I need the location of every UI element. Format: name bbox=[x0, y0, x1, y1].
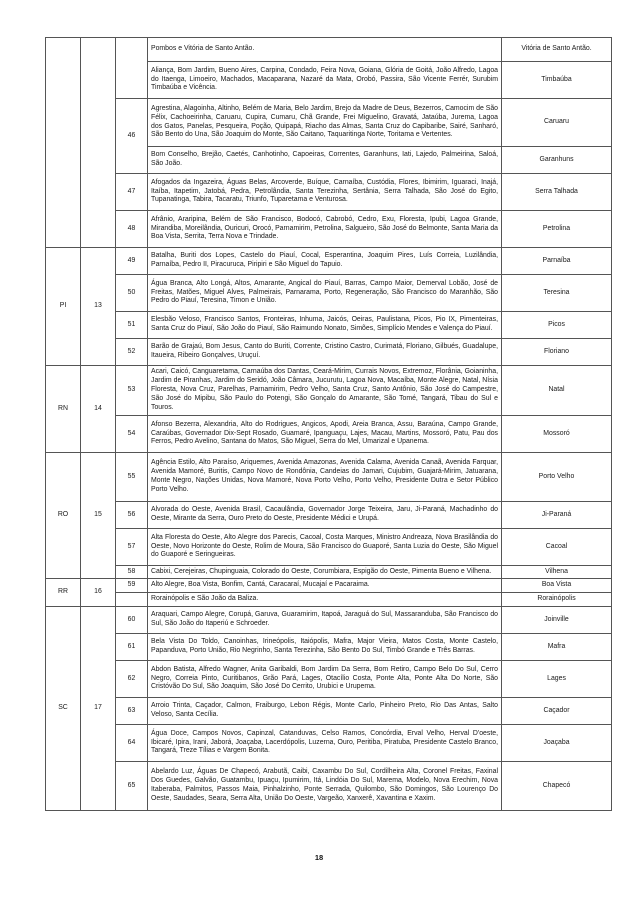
seat-city-cell: Joinville bbox=[502, 607, 612, 634]
municipalities-cell: Bom Conselho, Brejão, Caetés, Canhotinho, Capoeiras, Correntes, Garanhuns, Iati, Lajedo, Palmeirina, Saloá, São João. bbox=[148, 147, 502, 174]
table-row bbox=[46, 453, 612, 502]
table-row bbox=[46, 566, 612, 579]
region-cell: 48 bbox=[116, 211, 148, 248]
municipalities-cell: Bela Vista Do Toldo, Canoinhas, Irineópolis, Itaiópolis, Mafra, Major Vieira, Matos Costa, Monte Castelo, Papanduva, Porto União, Rio Negrinho, Santa Terezinha, São Bento Do Sul, Timbó Grande e Três Barras. bbox=[148, 634, 502, 661]
uf-cell: RN bbox=[46, 366, 81, 453]
uf-cell: RO bbox=[46, 453, 81, 579]
region-cell: 50 bbox=[116, 275, 148, 312]
quantity-cell bbox=[81, 38, 116, 248]
region-cell: 64 bbox=[116, 725, 148, 762]
table-row bbox=[46, 275, 612, 312]
region-cell: 58 bbox=[116, 566, 148, 579]
seat-city-cell: Vilhena bbox=[502, 566, 612, 579]
municipios-table bbox=[45, 37, 612, 811]
table-row bbox=[46, 38, 612, 62]
seat-city-cell: Lages bbox=[502, 661, 612, 698]
municipalities-cell: Alvorada do Oeste, Avenida Brasil, Cacaulândia, Governador Jorge Teixeira, Jaru, Ji-Paraná, Machadinho do Oeste, Mirante da Serra, Ouro Preto do Oeste, Presidente Médici e Urupá. bbox=[148, 502, 502, 529]
seat-city-cell: Rorainópolis bbox=[502, 593, 612, 607]
uf-cell bbox=[46, 38, 81, 248]
seat-city-cell: Petrolina bbox=[502, 211, 612, 248]
region-cell: 54 bbox=[116, 416, 148, 453]
quantity-cell: 14 bbox=[81, 366, 116, 453]
uf-cell: PI bbox=[46, 248, 81, 366]
table-row bbox=[46, 339, 612, 366]
seat-city-cell: Timbaúba bbox=[502, 62, 612, 99]
municipalities-cell: Água Doce, Campos Novos, Capinzal, Catanduvas, Celso Ramos, Concórdia, Erval Velho, Herval D'oeste, Ibicaré, Ipira, Irani, Jaborá, Joaçaba, Lacerdópolis, Luzerna, Ouro, Peritiba, Piratuba, Presidente Castelo Branco, Tangará, Treze Tílias e Vargem Bonita. bbox=[148, 725, 502, 762]
table-row bbox=[46, 174, 612, 211]
uf-cell: SC bbox=[46, 607, 81, 811]
municipalities-cell: Abdon Batista, Alfredo Wagner, Anita Garibaldi, Bom Jardim Da Serra, Bom Retiro, Campo Belo Do Sul, Cerro Negro, Correia Pinto, Curitibanos, Grão Pará, Lages, Otacílio Costa, Ponte Alta, Ponte Alta Do Norte, São Cristóvão Do Sul, São Joaquim, São José Do Cerrito, Urubici e Urupema. bbox=[148, 661, 502, 698]
municipalities-cell: Elesbão Veloso, Francisco Santos, Fronteiras, Inhuma, Jaicós, Oeiras, Paulistana, Picos, Pio IX, Pimenteiras, Santa Cruz do Piauí, São João do Piauí, São Raimundo Nonato, Simões, Simplício Mendes e Valença do Piauí. bbox=[148, 312, 502, 339]
table-row bbox=[46, 762, 612, 811]
municipalities-cell: Rorainópolis e São João da Baliza. bbox=[148, 593, 502, 607]
region-cell: 55 bbox=[116, 453, 148, 502]
seat-city-cell: Natal bbox=[502, 366, 612, 416]
seat-city-cell: Caruaru bbox=[502, 99, 612, 147]
quantity-cell: 17 bbox=[81, 607, 116, 811]
region-cell: 47 bbox=[116, 174, 148, 211]
table-row bbox=[46, 211, 612, 248]
municipalities-cell: Pombos e Vitória de Santo Antão. bbox=[148, 38, 502, 62]
table-row bbox=[46, 502, 612, 529]
quantity-cell: 16 bbox=[81, 579, 116, 607]
seat-city-cell: Porto Velho bbox=[502, 453, 612, 502]
municipalities-cell: Afogados da Ingazeira, Águas Belas, Arcoverde, Buíque, Carnaíba, Custódia, Flores, Ibimirim, Iguaraci, Inajá, Itaíba, Itapetim, Jatobá, Pedra, Petrolândia, Santa Terezinha, Sertânia, Serra Talhada, São José do Egito, Tupanatinga, Tabira, Tacaratu, Triunfo, Tuparetama e Venturosa. bbox=[148, 174, 502, 211]
table-row bbox=[46, 661, 612, 698]
seat-city-cell: Garanhuns bbox=[502, 147, 612, 174]
municipalities-cell: Alta Floresta do Oeste, Alto Alegre dos Parecis, Cacoal, Costa Marques, Ministro Andreaza, Nova Brasilândia do Oeste, Novo Horizonte do Oeste, Rolim de Moura, São Francisco do Guaporé, Santa Luzia do Oeste, São Miguel do Guaporé e Seringueiras. bbox=[148, 529, 502, 566]
region-cell bbox=[116, 38, 148, 99]
municipalities-cell: Alto Alegre, Boa Vista, Bonfim, Cantá, Caracaraí, Mucajaí e Pacaraima. bbox=[148, 579, 502, 593]
region-cell: 51 bbox=[116, 312, 148, 339]
municipalities-cell: Afonso Bezerra, Alexandria, Alto do Rodrigues, Angicos, Apodi, Areia Branca, Assu, Baraúna, Campo Grande, Caraúbas, Governador Dix-Sept Rosado, Guamaré, Ipanguaçu, Lajes, Macau, Martins, Mossoró, Patu, Pau dos Ferros, Pedro Avelino, Santana do Matos, São Miguel, Serra do Mel, Umarizal e Upanema. bbox=[148, 416, 502, 453]
municipalities-cell: Agência Estilo, Alto Paraíso, Ariquemes, Avenida Amazonas, Avenida Calama, Avenida Canaã, Avenida Farquar, Avenida Mamoré, Buritis, Campo Novo de Rondônia, Candeias do Jamari, Cujubim, Guajará-Mirim, Jatuarana, Monte Negro, Nações Unidas, Nova Mamoré, Nova Porto Velho, Porto Velho, Presidente Dutra e Setor Público Porto Velho. bbox=[148, 453, 502, 502]
seat-city-cell: Floriano bbox=[502, 339, 612, 366]
region-cell: 61 bbox=[116, 634, 148, 661]
municipalities-cell: Abelardo Luz, Águas De Chapecó, Arabutã, Caibi, Caxambu Do Sul, Cordilheira Alta, Coronel Freitas, Faxinal Dos Guedes, Galvão, Guatambu, Ipuaçu, Ipumirim, Itá, Lindóia Do Sul, Marema, Modelo, Nova Erechim, Nova Itaberaba, Palmitos, Passos Maia, Pinhalzinho, Ponte Serrada, Quilombo, São Domingos, São Lourenço Do Oeste, Saudades, Seara, Serra Alta, União Do Oeste, Vargeão, Xanxerê, Xavantina e Xaxim. bbox=[148, 762, 502, 811]
table-row bbox=[46, 99, 612, 147]
municipalities-cell: Acari, Caicó, Canguaretama, Carnaúba dos Dantas, Ceará-Mirim, Currais Novos, Extremoz, Florânia, Goianinha, Jardim de Piranhas, Jardim do Seridó, João Câmara, Jucurutu, Lagoa Nova, Macaíba, Monte Alegre, Natal, Nísia Floresta, Nova Cruz, Parelhas, Parnamirim, Pedro Velho, Santa Cruz, Santo Antônio, São José do Campestre, São José do Mipibu, São Paulo do Potengi, São Gonçalo do Amarante, São Tomé, Tangará, Tibau do Sul e Touros. bbox=[148, 366, 502, 416]
table-row bbox=[46, 579, 612, 593]
municipalities-cell: Araquari, Campo Alegre, Corupá, Garuva, Guaramirim, Itapoá, Jaraguá do Sul, Massaranduba, São Francisco do Sul, São João do Itaperiú e Schroeder. bbox=[148, 607, 502, 634]
table-row bbox=[46, 312, 612, 339]
uf-cell: RR bbox=[46, 579, 81, 607]
region-cell: 53 bbox=[116, 366, 148, 416]
seat-city-cell: Serra Talhada bbox=[502, 174, 612, 211]
quantity-cell: 15 bbox=[81, 453, 116, 579]
table-row bbox=[46, 725, 612, 762]
table-row bbox=[46, 529, 612, 566]
region-cell: 62 bbox=[116, 661, 148, 698]
seat-city-cell: Parnaíba bbox=[502, 248, 612, 275]
seat-city-cell: Joaçaba bbox=[502, 725, 612, 762]
table-row bbox=[46, 416, 612, 453]
page-number: 18 bbox=[314, 853, 324, 862]
region-cell: 59 bbox=[116, 579, 148, 593]
seat-city-cell: Ji-Paraná bbox=[502, 502, 612, 529]
seat-city-cell: Chapecó bbox=[502, 762, 612, 811]
seat-city-cell: Teresina bbox=[502, 275, 612, 312]
region-cell: 63 bbox=[116, 698, 148, 725]
municipalities-cell: Aliança, Bom Jardim, Bueno Aires, Carpina, Condado, Feira Nova, Goiana, Glória de Goitá, João Alfredo, Lagoa do Itaenga, Limoeiro, Machados, Macaparana, Nazaré da Mata, Orobó, Passira, São Vicente Ferrér, Surubim Timbaúba e Vicência. bbox=[148, 62, 502, 99]
seat-city-cell: Vitória de Santo Antão. bbox=[502, 38, 612, 62]
region-cell: 57 bbox=[116, 529, 148, 566]
seat-city-cell: Mossoró bbox=[502, 416, 612, 453]
seat-city-cell: Mafra bbox=[502, 634, 612, 661]
table-row bbox=[46, 607, 612, 634]
region-cell: 60 bbox=[116, 607, 148, 634]
table-row bbox=[46, 593, 612, 607]
table-body bbox=[46, 38, 612, 811]
quantity-cell: 13 bbox=[81, 248, 116, 366]
municipalities-cell: Água Branca, Alto Longá, Altos, Amarante, Angical do Piauí, Barras, Campo Maior, Demerval Lobão, José de Freitas, Matões, Miguel Alves, Palmeirais, Parnarama, Porto, Regeneração, São Francisco do Maranhão, São Pedro do Piauí, Teresina, Timon e União. bbox=[148, 275, 502, 312]
municipalities-cell: Agrestina, Alagoinha, Altinho, Belém de Maria, Belo Jardim, Brejo da Madre de Deus, Bezerros, Camocim de São Félix, Cachoeirinha, Caruaru, Cupira, Cumaru, Chã Grande, Frei Miguelino, Gravatá, Jataúba, Jurema, Lagoa dos Gatos, Panelas, Pesqueira, Poção, Quipapá, Riacho das Almas, Santa Cruz do Capibaribe, Sairé, Sanharó, São Bento do Una, São Joaquim do Monte, São Caitano, Taquaritinga Norte, Toritama e Vertentes. bbox=[148, 99, 502, 147]
seat-city-cell: Boa Vista bbox=[502, 579, 612, 593]
table-row bbox=[46, 366, 612, 416]
region-cell: 52 bbox=[116, 339, 148, 366]
region-cell bbox=[116, 593, 148, 607]
region-cell: 49 bbox=[116, 248, 148, 275]
table-row bbox=[46, 248, 612, 275]
municipalities-cell: Batalha, Buriti dos Lopes, Castelo do Piauí, Cocal, Esperantina, Joaquim Pires, Luís Correia, Luzilândia, Parnaíba, Pedro II, Piracuruca, Piripiri e São Miguel do Tapuio. bbox=[148, 248, 502, 275]
table-row bbox=[46, 698, 612, 725]
region-cell: 56 bbox=[116, 502, 148, 529]
seat-city-cell: Picos bbox=[502, 312, 612, 339]
seat-city-cell: Cacoal bbox=[502, 529, 612, 566]
region-cell: 46 bbox=[116, 99, 148, 174]
municipalities-cell: Cabixi, Cerejeiras, Chupinguaia, Colorado do Oeste, Corumbiara, Espigão do Oeste, Pimenta Bueno e Vilhena. bbox=[148, 566, 502, 579]
municipalities-cell: Afrânio, Araripina, Belém de São Francisco, Bodocó, Cabrobó, Cedro, Exu, Floresta, Ipubi, Lagoa Grande, Mirandiba, Moreilândia, Ouricuri, Orocó, Parnamirim, Petrolina, Salgueiro, São José do Belmonte, Santa Maria da Boa Vista, Serrita, Terra Nova e Trindade. bbox=[148, 211, 502, 248]
municipalities-cell: Arroio Trinta, Caçador, Calmon, Fraiburgo, Lebon Régis, Monte Carlo, Pinheiro Preto, Rio Das Antas, Salto Veloso, Santa Cecília. bbox=[148, 698, 502, 725]
table-row bbox=[46, 634, 612, 661]
seat-city-cell: Caçador bbox=[502, 698, 612, 725]
municipalities-cell: Barão de Grajaú, Bom Jesus, Canto do Buriti, Corrente, Cristino Castro, Curimatá, Floriano, Gilbués, Guadalupe, Itaueira, Ribeiro Gonçalves, Uruçuí. bbox=[148, 339, 502, 366]
region-cell: 65 bbox=[116, 762, 148, 811]
